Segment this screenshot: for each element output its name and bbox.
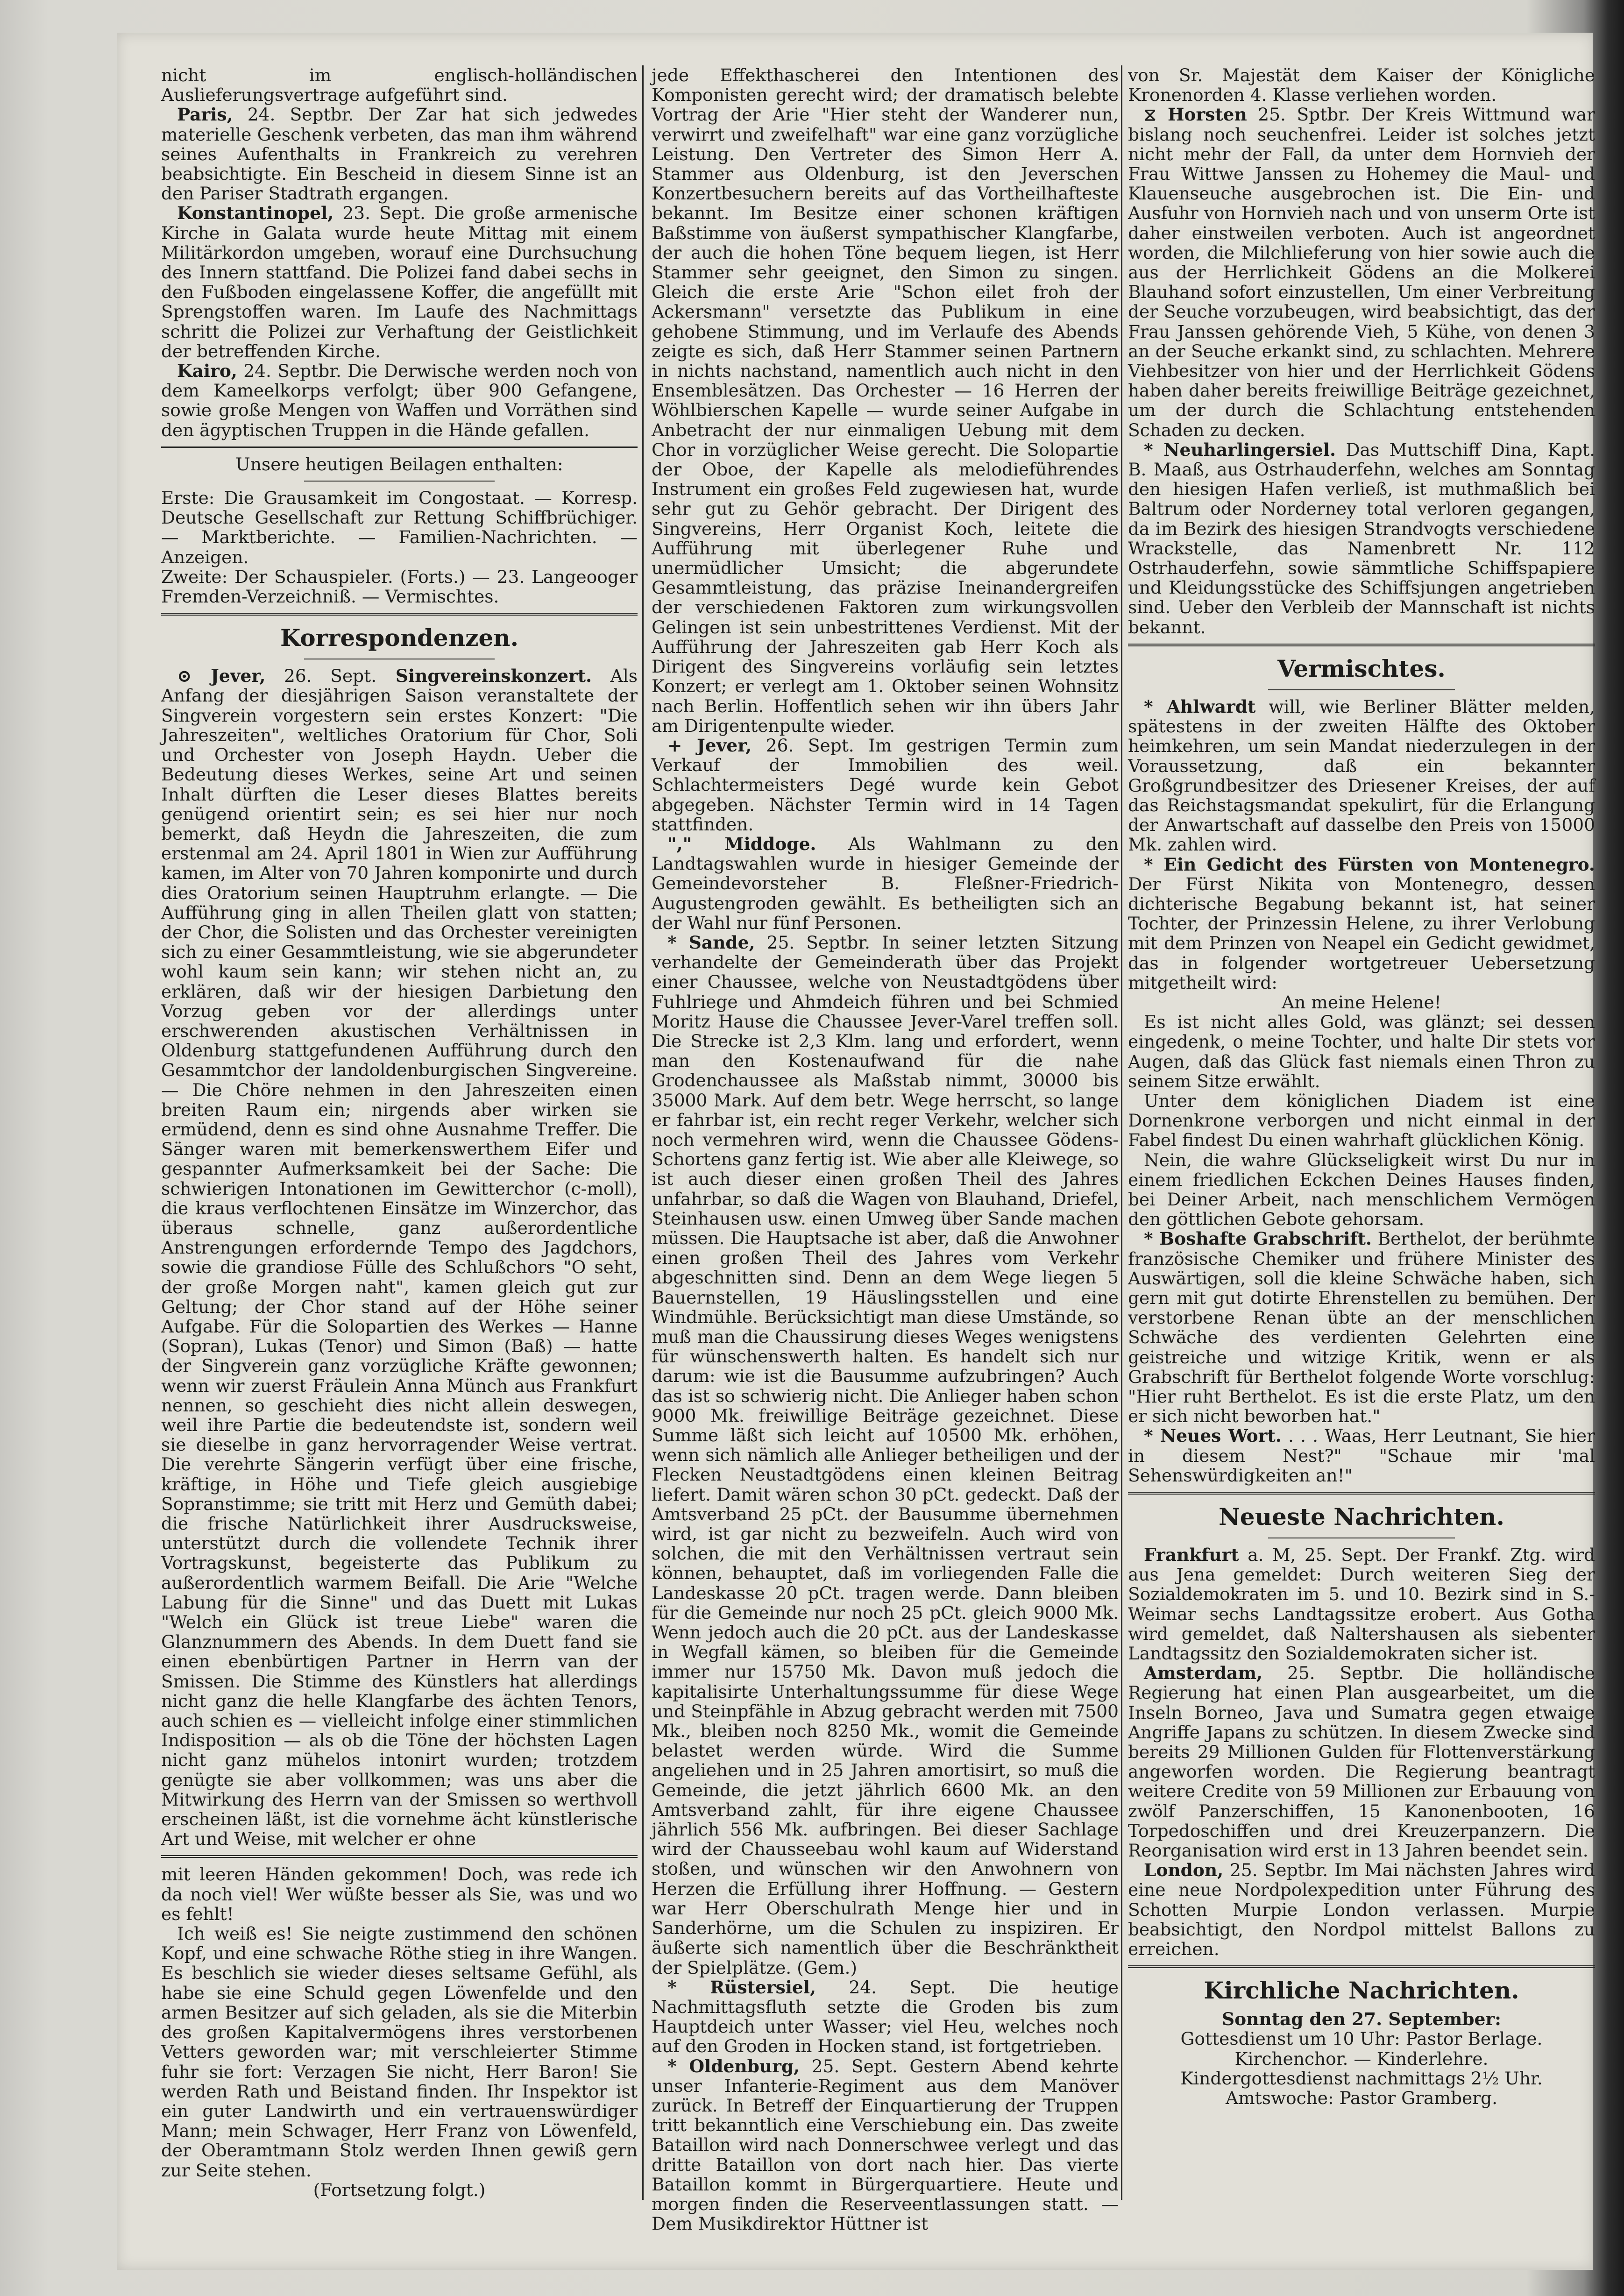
news-text: Das Muttschiff Dina, Kapt. B. Maaß, aus Ostrhauderfehn, welches am Sonntag den hiesigen Hafen verließ, ist muthmaßlich bei Baltrum oder Norderney total verloren gegangen, da im Bezirk des hiesigen Strandvogts verschiedene Wrackstelle, das Namenbrett Nr. 112 Ostrhauderfehn, sowie sämmtliche Schiffspapiere und Kleidungsstücke des Schiffsjungen angetrieben sind. Ueber den Verbleib der Mannschaft ist nichts bekannt.: [1128, 439, 1595, 638]
news-date: 26. Sept.: [265, 666, 377, 687]
news-middoge: [652, 834, 1119, 933]
item-gedicht: [1128, 855, 1595, 992]
news-text: Als Wahlmann zu den Landtagswahlen wurde in hiesiger Gemeinde der Gemeindevorsteher B. Fleßner-Friedrich-Augustengroden gewählt. Es betheiligten sich an der Wahl nur fünf Personen.: [652, 833, 1119, 933]
news-text: 25. Septbr. Im Mai nächsten Jahres wird eine neue Nordpolexpedition unter Führung des Schotten Murpie London verlassen. Murpie beabsichtigt, den Nordpol mittelst Ballons zu erreichen.: [1128, 1860, 1595, 1960]
poem-stanza: Nein, die wahre Glückseligkeit wirst Du nur in einem friedlichen Eckchen Deines Hauses finden, bei Deiner Arbeit, nach menschlichem Vermögen den göttlichen Gebote gehorsam.: [1128, 1149, 1595, 1230]
church-line: Gottesdienst um 10 Uhr: Pastor Berlage.: [1180, 2028, 1543, 2049]
place-name: Frankfurt: [1144, 1545, 1239, 1566]
section-heading-korrespondenzen: Korrespondenzen.: [280, 624, 519, 652]
story-continuation: (Fortsetzung folgt.): [313, 2179, 486, 2200]
story-text: mit leeren Händen gekommen! Doch, was rede ich da noch viel! Wer wüßte besser als Sie, was und wo es fehlt!: [161, 1864, 638, 1924]
news-jever-termin: [652, 736, 1119, 834]
item-ahlwardt: [1128, 697, 1595, 855]
poem-title: An meine Helene!: [1282, 992, 1441, 1013]
news-konstantinopel: [161, 203, 638, 361]
place-name: "," Middoge.: [667, 833, 816, 854]
news-text: 24. Sept. Die heutige Nachmittagsfluth setzte die Groden bis zum Hauptdeich unter Wasser; viel Heu, welches noch auf den Groden in Hocken stand, ist fortgetrieben.: [652, 1977, 1119, 2057]
column-rule: [642, 65, 644, 2200]
place-name: London,: [1144, 1860, 1224, 1881]
place-name: Konstantinopel,: [177, 203, 334, 224]
news-text: 24. Septbr. Der Zar hat sich jedwedes materielle Geschenk verbeten, das man ihm während seines Aufenthalts in Frankreich zu verehren beabsichtigte. Ein Bescheid in diesem Sinne ist an den Pariser Stadtrath ergangen.: [161, 104, 638, 204]
supplements-title: Unsere heutigen Beilagen enthalten:: [235, 454, 563, 475]
item-title: * Ahlwardt: [1144, 696, 1256, 717]
column-rule: [1121, 65, 1122, 2200]
place-name: + Jever,: [667, 735, 752, 756]
church-line: Amtswoche: Pastor Gramberg.: [1225, 2088, 1498, 2109]
place-name: ⊙ Jever,: [177, 666, 266, 687]
column-3: [1128, 65, 1595, 2214]
church-date: Sonntag den 27. September:: [1222, 2009, 1501, 2030]
divider: [161, 613, 638, 616]
poem: [1128, 1012, 1595, 1229]
section-heading-vermischtes: Vermischtes.: [1277, 654, 1446, 682]
news-text: a. M, 25. Sept. Der Frankf. Ztg. wird aus Jena gemeldet: Durch weiteren Sieg der Sozialdemokraten im 5. und 10. Bezirk sind in S.-Weimar sechs Landtagssitze erobert. Aus Gotha wird gemeldet, daß Naltershausen als siebenter Landtagssitz den Sozialdemokraten sicher ist.: [1128, 1545, 1595, 1664]
news-text: 25. Septbr. Die holländische Regierung hat einen Plan ausgearbeitet, um die Inseln Borneo, Java und Sumatra gegen etwaige Angriffe Japans zu schützen. In diesem Zwecke sind bereits 29 Millionen Gulden für Flottenverstärkung angeworfen worden. Die Regierung beantragt weitere Credite von 59 Millionen zur Erbauung von zwölf Panzerschiffen, 15 Kanonenbooten, 16 Torpedoschiffen und drei Kreuzerpanzern. Die Reorganisation wird erst in 13 Jahren beendet sein.: [1128, 1663, 1595, 1861]
supplements-box: [161, 454, 638, 606]
church-line: Kirchenchor. — Kinderlehre.: [1234, 2048, 1489, 2069]
column-1: [161, 65, 638, 2214]
place-name: Paris,: [177, 104, 233, 125]
news-kairo: [161, 361, 638, 440]
item-grabschrift: [1128, 1229, 1595, 1426]
divider: [304, 481, 495, 482]
church-line: Kindergottesdienst nachmittags 2½ Uhr.: [1180, 2068, 1543, 2089]
place-name: Kairo,: [177, 361, 237, 382]
item-text: Berthelot, der berühmte französische Chemiker und frühere Minister des Auswärtigen, soll die kleine Schwäche haben, sich gern mit gut dotirte Ehrenstellen zu bemühen. Der verstorbene Renan übte an der menschlichen Schwäche des verdienten Gelehrten eine geistreiche und witzige Kritik, wenn er als Grabschrift für Berthelot folgende Worte vorschlug: "Hier ruht Berthelot. Es ist die erste Platz, um den er sich nicht beworben hat.": [1128, 1228, 1595, 1427]
item-text: will, wie Berliner Blätter melden, spätestens in der zweiten Hälfte des Oktober heimkehren, um sein Mandat niederzulegen in der Voraussetzung, daß ein bekannter Großgrundbesitzer des Driesener Kreises, der auf das Reichstagsmandat spekulirt, für die Erlangung der Anwartschaft auf dasselbe den Preis von 15000 Mk. zahlen wird.: [1128, 696, 1595, 855]
column-2: [652, 65, 1119, 2234]
item-title: * Ein Gedicht des Fürsten von Montenegro.: [1144, 854, 1595, 875]
section-heading-kirchliche-nachrichten: Kirchliche Nachrichten.: [1204, 1977, 1519, 2005]
supplement-2: Zweite: Der Schauspieler. (Forts.) — 23. Langeooger Fremden-Verzeichniß. — Vermischtes.: [161, 566, 638, 607]
news-text: 25. Septbr. In seiner letzten Sitzung verhandelte der Gemeinderath über das Projekt einer Chaussee, welche von Neustadtgödens über Fuhlriege und Ahmdeich führen und bei Schmied Moritz Hause die Chaussee Jever-Varel treffen soll. Die Strecke ist 2,3 Klm. lang und erfordert, wenn man den Kostenaufwand für die nahe Grodenchaussee als Maßstab nimmt, 30000 bis 35000 Mark. Auf dem betr. Wege herrscht, so lange er fahrbar ist, ein recht reger Verkehr, welcher sich noch vermehren wird, wenn die Chaussee Gödens-Schortens ganz fertig ist. Wie aber alle Kleiwege, so ist auch dieser einen großen Theil des Jahres unfahrbar, so daß die Wagen von Blauhand, Driefel, Steinhausen usw. einen Umweg über Sande machen müssen. Die Hauptsache ist aber, daß die Anwohner einen großen Theil des Jahres vom Verkehr abgeschnitten sind. Denn an dem Wege liegen 5 Bauernstellen, 19 Häuslingsstellen und eine Windmühle. Berücksichtigt man diese Umstände, so muß man die Chaussirung dieses Weges wenigstens für wünschenswerth halten. Es handelt sich nur darum: wie ist die Bausumme aufzubringen? Auch das ist so schwierig nicht. Die Anlieger haben schon 9000 Mk. freiwillige Beiträge gezeichnet. Diese Summe läßt sich leicht auf 10500 Mk. erhöhen, wenn sich nämlich alle Anlieger betheiligen und der Flecken Neustadtgödens einen kleinen Beitrag liefert. Damit wären schon 30 pCt. gedeckt. Daß der Amtsverband 25 pCt. der Bausumme übernehmen wird, ist gar nicht zu bezweifeln. Auch wird von solchen, die mit den Verhältnissen vertraut sein können, behauptet, daß im vorliegenden Falle die Landeskasse 20 pCt. tragen werde. Dann bleiben für die Gemeinde nur noch 25 pCt. gleich 9000 Mk. Wenn jedoch auch die 20 pCt. aus der Landeskasse in Wegfall kämen, so bleiben für die Gemeinde immer nur 15750 Mk. Davon muß jedoch die kapitalisirte Unterhaltungssumme für diese Wege und Steinpfähle in Abzug gebracht werden mit 7500 Mk., bleiben noch 8250 Mk., womit die Gemeinde belastet werden würde. Wird die Summe angeliehen und in 25 Jahren amortisirt, so muß die Gemeinde, die jetzt jährlich 6600 Mk. an den Amtsverband zahlt, für ihre eigene Chaussee jährlich 556 Mk. aufbringen. Bei dieser Sachlage wird der Chausseebau wohl kaum auf Widerstand stoßen, und wünschen wir den Anwohnern von Herzen die Erfüllung ihrer Hoffnung. — Gestern war Herr Oberschulrath Menge hier und in Sanderhörne, um die Schulen zu inspiziren. Er äußerte sich namentlich über die Beschränktheit der Spielplätze. (Gem.): [652, 932, 1119, 1978]
divider: [161, 1855, 638, 1858]
place-name: * Rüstersiel,: [667, 1977, 816, 1998]
item-text: . . . Waas, Herr Leutnant, Sie hier in diesem Nest?" "Schaue mir 'mal Sehenswürdigkeiten an!": [1128, 1425, 1595, 1486]
divider: [1268, 689, 1455, 690]
news-title: Singvereinskonzert.: [376, 666, 592, 687]
news-sande: [652, 933, 1119, 1977]
news-text: 25. Sptbr. Der Kreis Wittmund war bislang noch seuchenfrei. Leider ist solches jetzt nicht mehr der Fall, da unter dem Hornvieh der Frau Wittwe Janssen zu Hohemey die Maul- und Klauenseuche ausgebrochen ist. Die Ein- und Ausfuhr von Hornvieh nach und von unserm Orte ist daher einstweilen verboten. Auch ist angeordnet worden, die Milchlieferung von hier sowie auch die aus der Herrlichkeit Gödens an die Molkerei Blauhand sofort einzustellen, Um einer Verbreitung der Seuche vorzubeugen, wird beabsichtigt, das der Frau Janssen gehörende Vieh, 5 Kühe, von denen 3 an der Seuche erkankt sind, zu schlachten. Mehrere Viehbesitzer von hier und der Herrlichkeit Gödens haben daher bereits freiwillige Beiträge gezeichnet, um der durch die Schlachtung entstehenden Schaden zu decken.: [1128, 104, 1595, 440]
divider: [1128, 644, 1595, 646]
news-amsterdam: [1128, 1663, 1595, 1860]
news-london: [1128, 1860, 1595, 1959]
place-name: * Oldenburg,: [667, 2055, 800, 2076]
newspaper-page: [117, 33, 1593, 2270]
news-text: 25. Sept. Gestern Abend kehrte unser Infanterie-Regiment aus dem Manöver zurück. In Betreff der Einquartierung der Truppen tritt bekanntlich eine Verschiebung ein. Das zweite Bataillon wird nach Donnerschwee verlegt und das dritte Bataillon von dort nach hier. Das vierte Bataillon kommt in Bürgerquartiere. Heute und morgen finden die Reserveentlassungen statt. — Dem Musikdirektor Hüttner ist: [652, 2055, 1119, 2234]
place-name: * Sande,: [667, 932, 755, 953]
place-name: Amsterdam,: [1144, 1663, 1263, 1684]
item-text: Der Fürst Nikita von Montenegro, dessen dichterische Begabung bekannt ist, hat seiner Tochter, der Prinzessin Helene, zu ihrer Verlobung mit dem Prinzen von Neapel ein Gedicht gewidmet, das in folgender wortgetreuer Uebersetzung mitgetheilt wird:: [1128, 873, 1595, 993]
divider: [1128, 1492, 1595, 1495]
poem-stanza: Unter dem königlichen Diadem ist eine Dornenkrone verborgen und nicht einmal in der Fabel findest Du einen wahrhaft glücklichen König.: [1128, 1090, 1595, 1151]
news-ruestersiel: [652, 1977, 1119, 2056]
article-text: von Sr. Majestät dem Kaiser der Königliche Kronenorden 4. Klasse verliehen worden.: [1128, 65, 1595, 106]
news-text: Als Anfang der diesjährigen Saison veranstaltete der Singverein vorgestern sein erstes Konzert: "Die Jahreszeiten", weltliches Oratorium für Chor, Soli und Orchester von Joseph Haydn. Ueber die Bedeutung dieses Werkes, seine Art und seinen Inhalt dürften die Leser dieses Blattes bereits genügend orientirt sein; es sei hier nur noch bemerkt, daß Heydn die Jahreszeiten, die zum erstenmal am 24. April 1801 in Wien zur Aufführung kamen, im Alter von 70 Jahren komponirte und durch dies Oratorium seinen Hauptruhm erlangte. — Die Aufführung ging in allen Theilen glatt von statten; der Chor, die Solisten und das Orchester vereinigten sich zu einer Gesammtleistung, wie sie abgerundeter wohl kaum sein kann; wir stehen nicht an, zu erklären, daß wir der hiesigen Darbietung den Vorzug geben vor der allerdings unter erschwerenden akustischen Verhältnissen in Oldenburg stattgefundenen Aufführung durch den Gesammtchor der landoldenburgischen Singvereine. — Die Chöre nehmen in den Jahreszeiten einen breiten Raum ein; nirgends aber wirken sie ermüdend, denn es sind ohne Ausnahme Treffer. Die Sänger waren mit bemerkenswerthem Eifer und gespannter Aufmerksamkeit bei der Sache: Die schwierigen Intonationen im Gewitterchor (c-moll), die kraus verflochtenen Einsätze im Winzerchor, das überaus schnelle, ganz außerordentliche Anstrengungen erfordernde Tempo des Jagdchors, sowie die grandiose Fülle des Schlußchors "O seht, der große Morgen naht", kamen gleich gut zur Geltung; der Chor stand auf der Höhe seiner Aufgabe. Für die Solopartien des Werkes — Hanne (Sopran), Lukas (Tenor) und Simon (Baß) — hatte der Singverein ganz vorzügliche Kräfte gewonnen; wenn wir zuerst Fräulein Anna Münch aus Frankfurt nennen, so geschieht dies nicht allein deswegen, weil ihre Partie die bedeutendste ist, sondern weil sie dieselbe in ganz hervorragender Weise vertrat. Die verehrte Sängerin verfügt über eine frische, kräftige, in Höhe und Tiefe gleich ausgiebige Sopranstimme; sie tritt mit Herz und Gemüth dabei; die frische Natürlichkeit ihrer Ausdrucksweise, unterstützt durch die vollendete Technik ihrer Vortragskunst, begeisterte das Publikum zu außerordentlich warmem Beifall. Die Arie "Welche Labung für die Sinne" und das Duett mit Lukas "Welch ein Glück ist treue Liebe" waren die Glanznummern des Abends. In dem Duett fand sie einen ebenbürtigen Partner in Herrn van der Smissen. Die Stimme des Künstlers hat allerdings nicht ganz die helle Klangfarbe des ächten Tenors, auch schien es — vielleicht infolge einer stimmlichen Indisposition — als ob die Töne der höchsten Lagen nicht ganz mühelos intonirt wurden; trotzdem genügte sie aber vollkommen; was uns aber die Mitwirkung des Herrn van der Smissen so werthvoll erscheinen läßt, ist die vornehme ächt künstlerische Art und Weise, mit welcher er ohne: [161, 666, 638, 1850]
item-title: * Boshafte Grabschrift.: [1144, 1228, 1372, 1249]
item-title: * Neues Wort.: [1144, 1425, 1282, 1446]
poem-stanza: Es ist nicht alles Gold, was glänzt; sei dessen eingedenk, o meine Tochter, und halte Dir stets vor Augen, daß das Glück fast niemals einen Thron zu seinem Sitze erwählt.: [1128, 1012, 1595, 1091]
news-horsten: [1128, 105, 1595, 439]
news-oldenburg: [652, 2056, 1119, 2234]
section-heading-neueste-nachrichten: Neueste Nachrichten.: [1219, 1503, 1504, 1531]
news-paris: [161, 105, 638, 203]
place-name: ⧖ Horsten: [1144, 104, 1247, 125]
place-name: * Neuharlingersiel.: [1144, 439, 1336, 460]
divider: [1128, 1965, 1595, 1968]
article-text: nicht im englisch-holländischen Auslieferungsvertrage aufgeführt sind.: [161, 65, 638, 106]
article-text: jede Effekthascherei den Intentionen des Komponisten gerecht wird; der dramatisch belebte Vortrag der Arie "Hier steht der Wanderer nun, verwirrt und zweifelhaft" war eine ganz vorzügliche Leistung. Den Vertreter des Simon Herr A. Stammer aus Oldenburg, ist den Jeverschen Konzertbesuchern bereits auf das Vortheilhafteste bekannt. Im Besitze einer schonen kräftigen Baßstimme von äußerst sympathischer Klangfarbe, der auch die hohen Töne bequem liegen, ist Herr Stammer sehr geeignet, den Simon zu singen. Gleich die erste Arie "Schon eilet froh der Ackersmann" versetzte das Publikum in eine gehobene Stimmung, und im Verlaufe des Abends zeigte es sich, daß Herr Stammer seinen Partnern in nichts nachstand, namentlich auch nicht in den Ensemblesätzen. Das Orchester — 16 Herren der Wöhlbierschen Kapelle — wurde seiner Aufgabe in Anbetracht der nur einmaligen Uebung mit dem Chor in vorzüglicher Weise gerecht. Die Solopartie der Oboe, der Kapelle als melodieführendes Instrument ein großes Feld zugewiesen hat, wurde sehr gut zu Gehör gebracht. Der Dirigent des Singvereins, Herr Organist Koch, leitete die Aufführung mit überlegener Ruhe und unermüdlicher Umsicht; die abgerundete Gesammtleistung, das präzise Ineinandergreifen der verschiedenen Faktoren zum wirkungsvollen Gelingen ist sein unbestrittenes Verdienst. Mit der Aufführung der Jahreszeiten gab Herr Koch als Dirigent des Singvereins vorläufig sein letztes Konzert; er verlegt am 1. Oktober seinen Wohnsitz nach Berlin. Hoffentlich sehen wir ihn übers Jahr am Dirigentenpulte wieder.: [652, 65, 1119, 736]
supplement-1: Erste: Die Grausamkeit im Congostaat. — Korresp. Deutsche Gesellschaft zur Rettung Schiffbrüchiger. — Marktberichte. — Familien-Nachrichten. — Anzeigen.: [161, 488, 638, 567]
news-neuharlingersiel: [1128, 440, 1595, 637]
divider: [161, 446, 638, 448]
story-text: Ich weiß es! Sie neigte zustimmend den schönen Kopf, und eine schwache Röthe stieg in ihre Wangen. Es beschlich sie wieder dieses seltsame Gefühl, als habe sie eine Schuld gegen Löwenfelde und den armen Besitzer auf sich geladen, als sie die Miterbin des großen Kapitalvermögens ihres verstorbenen Vetters geworden war; mit verschleierter Stimme fuhr sie fort: Verzagen Sie nicht, Herr Baron! Sie werden Rath und Beistand finden. Ihr Inspektor ist ein guter Landwirth und ein vertrauenswürdiger Mann; mein Schwager, Herr Franz von Löwenfeld, der Oberamtmann Stolz werden Ihnen gewiß gern zur Seite stehen.: [161, 1923, 638, 2181]
news-text: 23. Sept. Die große armenische Kirche in Galata wurde heute Mittag mit einem Militärkordon umgeben, worauf eine Durchsuchung des Innern stattfand. Die Polizei fand dabei sechs in den Fußboden eingelassene Koffer, die angefüllt mit Sprengstoffen waren. Im Laufe des Nachmittags schritt die Polizei zur Verhaftung der Geistlichkeit der betreffenden Kirche.: [161, 203, 638, 361]
news-text: 26. Sept. Im gestrigen Termin zum Verkauf der Immobilien des weil. Schlachtermeisters Degé wurde kein Gebot abgegeben. Nächster Termin wird in 14 Tagen stattfinden.: [652, 735, 1119, 835]
news-frankfurt: [1128, 1545, 1595, 1663]
news-jever-concert: [161, 666, 638, 1849]
news-text: 24. Septbr. Die Derwische werden noch von dem Kameelkorps verfolgt; über 900 Gefangene, sowie große Mengen von Waffen und Vorräthen sind den ägyptischen Truppen in die Hände gefallen.: [161, 361, 638, 440]
item-neues-wort: [1128, 1426, 1595, 1485]
